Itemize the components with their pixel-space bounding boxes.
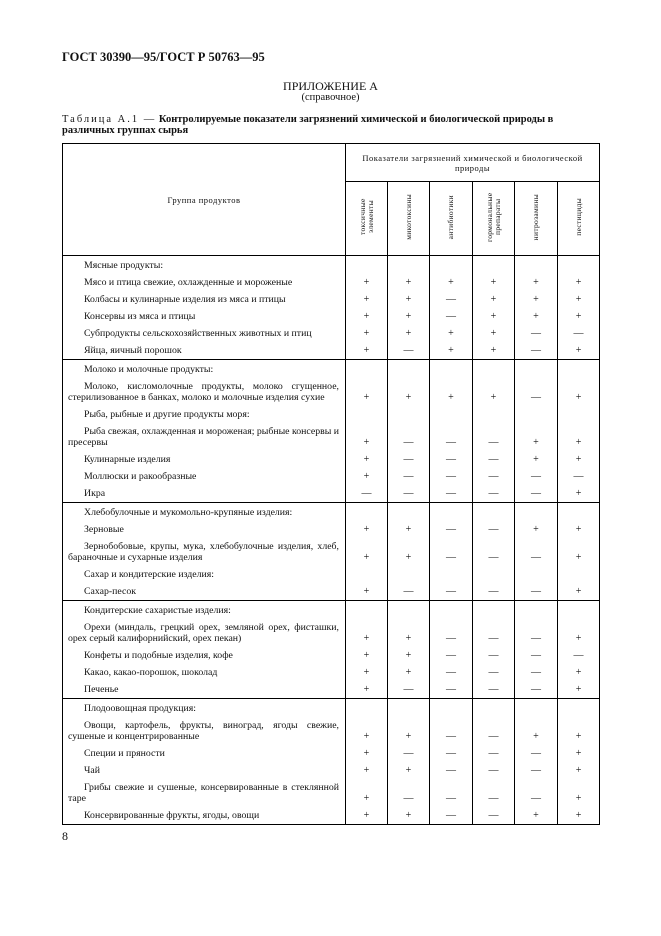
indicator-mark: —	[388, 583, 430, 601]
indicator-mark: +	[473, 274, 515, 291]
indicator-mark	[515, 601, 558, 620]
indicator-mark: —	[430, 779, 473, 807]
table-row	[63, 360, 600, 379]
indicator-mark	[515, 256, 558, 275]
table-caption	[62, 114, 600, 136]
product-group-name: Хлебобулочные и мукомольно-крупяные изделия:	[63, 503, 346, 522]
indicator-mark: —	[430, 485, 473, 503]
indicator-mark: +	[388, 378, 430, 406]
indicator-mark: —	[515, 779, 558, 807]
product-group-name: Мясо и птица свежие, охлажденные и мороженые	[63, 274, 346, 291]
indicator-column-header	[473, 182, 515, 256]
indicator-mark: +	[515, 274, 558, 291]
indicator-mark: —	[388, 468, 430, 485]
indicator-mark	[558, 406, 600, 423]
indicator-mark	[558, 256, 600, 275]
indicator-mark: +	[388, 762, 430, 779]
indicator-mark	[346, 699, 388, 718]
indicator-mark: +	[558, 342, 600, 360]
indicator-mark	[558, 601, 600, 620]
appendix-subtitle: (справочное)	[301, 92, 360, 103]
indicator-mark: —	[388, 681, 430, 699]
indicator-mark	[346, 406, 388, 423]
indicator-mark: —	[388, 485, 430, 503]
indicator-mark: +	[346, 423, 388, 451]
indicator-mark: +	[346, 779, 388, 807]
indicator-mark: +	[558, 538, 600, 566]
product-group-name: Сахар-песок	[63, 583, 346, 601]
indicator-mark: +	[346, 745, 388, 762]
indicator-mark	[515, 566, 558, 583]
product-group-name: Зерновые	[63, 521, 346, 538]
table-row	[63, 256, 600, 275]
indicator-mark	[346, 256, 388, 275]
indicator-mark: —	[430, 681, 473, 699]
indicator-mark: —	[388, 451, 430, 468]
indicator-mark: +	[346, 521, 388, 538]
indicator-mark: +	[515, 423, 558, 451]
indicator-mark: +	[388, 647, 430, 664]
product-group-name: Яйца, яичный порошок	[63, 342, 346, 360]
indicator-mark: +	[346, 619, 388, 647]
indicator-mark: —	[346, 485, 388, 503]
indicator-mark: +	[346, 451, 388, 468]
indicator-mark: —	[515, 647, 558, 664]
table-caption-text: Контролируемые показатели загрязнений химической и биологической природы в различных группах сырья	[62, 114, 554, 136]
indicator-mark: —	[430, 807, 473, 825]
indicator-mark: +	[558, 762, 600, 779]
indicator-mark	[430, 503, 473, 522]
indicator-mark: +	[388, 807, 430, 825]
indicator-mark: —	[515, 538, 558, 566]
indicator-mark	[430, 360, 473, 379]
indicator-mark: —	[515, 681, 558, 699]
table-row	[63, 745, 600, 762]
indicator-mark: —	[388, 342, 430, 360]
product-group-name: Плодоовощная продукция:	[63, 699, 346, 718]
indicator-mark: +	[558, 717, 600, 745]
product-group-name: Консервы из мяса и птицы	[63, 308, 346, 325]
indicator-mark: —	[473, 485, 515, 503]
product-group-name: Печенье	[63, 681, 346, 699]
indicator-mark: +	[388, 308, 430, 325]
indicator-column-header	[515, 182, 558, 256]
indicator-mark: +	[346, 308, 388, 325]
indicator-mark: +	[558, 779, 600, 807]
indicator-mark	[430, 406, 473, 423]
indicator-mark: —	[473, 681, 515, 699]
indicator-column-header	[558, 182, 600, 256]
indicator-mark	[346, 566, 388, 583]
document-header: ГОСТ 30390—95/ГОСТ Р 50763—95	[62, 50, 265, 64]
table-row	[63, 762, 600, 779]
table-row	[63, 717, 600, 745]
indicator-mark: —	[430, 664, 473, 681]
indicator-mark: +	[558, 451, 600, 468]
indicator-mark: —	[473, 745, 515, 762]
indicator-mark: +	[558, 619, 600, 647]
indicator-mark: —	[515, 583, 558, 601]
indicator-mark: —	[473, 762, 515, 779]
indicator-mark: —	[388, 423, 430, 451]
product-group-name: Колбасы и кулинарные изделия из мяса и птицы	[63, 291, 346, 308]
indicator-mark: +	[430, 274, 473, 291]
indicator-mark: —	[515, 468, 558, 485]
indicator-mark: —	[430, 423, 473, 451]
indicator-mark: —	[515, 664, 558, 681]
product-group-name: Зернобобовые, крупы, мука, хлебобулочные изделия, хлеб, бараночные и сухарные изделия	[63, 538, 346, 566]
indicator-mark: —	[430, 717, 473, 745]
indicator-column-label: антибиотики	[446, 194, 455, 240]
table-row	[63, 291, 600, 308]
indicator-mark: —	[388, 779, 430, 807]
indicator-mark: +	[558, 745, 600, 762]
indicator-mark	[346, 503, 388, 522]
indicator-mark: —	[430, 762, 473, 779]
indicator-mark	[473, 566, 515, 583]
table-row	[63, 503, 600, 522]
indicator-mark	[515, 406, 558, 423]
indicator-mark: +	[558, 485, 600, 503]
table-row	[63, 274, 600, 291]
indicator-mark: +	[473, 378, 515, 406]
group-column-header: Группа продуктов	[63, 144, 346, 256]
indicator-mark: +	[515, 717, 558, 745]
indicator-mark: —	[558, 647, 600, 664]
product-group-name: Чай	[63, 762, 346, 779]
indicator-mark: +	[558, 807, 600, 825]
indicator-mark: +	[388, 619, 430, 647]
indicator-mark	[515, 360, 558, 379]
indicator-mark: —	[515, 745, 558, 762]
table-row	[63, 308, 600, 325]
indicator-mark: —	[558, 325, 600, 342]
indicator-mark: +	[388, 664, 430, 681]
product-group-name: Специи и пряности	[63, 745, 346, 762]
indicator-mark: —	[473, 521, 515, 538]
table-row	[63, 451, 600, 468]
table-row	[63, 779, 600, 807]
indicator-mark: —	[473, 619, 515, 647]
indicator-mark: +	[558, 521, 600, 538]
indicator-mark: +	[346, 647, 388, 664]
indicator-mark: +	[346, 583, 388, 601]
indicator-mark: —	[515, 325, 558, 342]
table-row	[63, 699, 600, 718]
indicator-mark	[473, 699, 515, 718]
table-row	[63, 807, 600, 825]
table-row	[63, 566, 600, 583]
indicator-mark: +	[473, 291, 515, 308]
product-group-name: Субпродукты сельскохозяйственных животных и птиц	[63, 325, 346, 342]
table-row	[63, 647, 600, 664]
product-group-name: Овощи, картофель, фрукты, виноград, ягоды свежие, сушеные и концентрированные	[63, 717, 346, 745]
table-row	[63, 342, 600, 360]
table-row	[63, 664, 600, 681]
indicator-mark: —	[515, 485, 558, 503]
product-group-name: Рыба, рыбные и другие продукты моря:	[63, 406, 346, 423]
indicator-mark: +	[515, 807, 558, 825]
indicator-mark: —	[473, 468, 515, 485]
indicator-mark: +	[346, 378, 388, 406]
indicator-mark: —	[515, 342, 558, 360]
table-row	[63, 583, 600, 601]
indicator-mark	[473, 503, 515, 522]
indicator-mark	[388, 360, 430, 379]
indicator-mark: —	[515, 762, 558, 779]
product-group-name: Консервированные фрукты, ягоды, овощи	[63, 807, 346, 825]
indicator-mark	[430, 256, 473, 275]
indicator-mark: +	[346, 342, 388, 360]
appendix-title: ПРИЛОЖЕНИЕ А	[283, 79, 378, 93]
table-row	[63, 619, 600, 647]
indicator-mark: +	[430, 378, 473, 406]
indicator-column-label: токсичные элементы	[357, 198, 375, 236]
indicator-mark: —	[473, 779, 515, 807]
indicator-mark: —	[430, 468, 473, 485]
indicator-mark: +	[346, 762, 388, 779]
indicator-mark: +	[515, 451, 558, 468]
indicators-header: Показатели загрязнений химической и биологической природы	[346, 144, 600, 182]
indicator-mark: —	[473, 717, 515, 745]
table-row	[63, 681, 600, 699]
indicator-mark: +	[346, 807, 388, 825]
table-row	[63, 468, 600, 485]
indicator-mark	[473, 601, 515, 620]
indicator-mark: +	[515, 521, 558, 538]
indicator-mark: +	[473, 342, 515, 360]
indicator-mark: —	[388, 745, 430, 762]
indicator-column-header	[388, 182, 430, 256]
indicator-mark: +	[430, 342, 473, 360]
product-group-name: Кулинарные изделия	[63, 451, 346, 468]
indicator-mark: +	[346, 291, 388, 308]
indicator-mark	[473, 406, 515, 423]
indicator-mark	[388, 406, 430, 423]
indicator-mark: +	[388, 274, 430, 291]
indicator-mark: —	[515, 378, 558, 406]
indicator-mark: —	[430, 538, 473, 566]
table-row	[63, 423, 600, 451]
indicator-mark: —	[558, 468, 600, 485]
product-group-name: Рыба свежая, охлажденная и мороженая; рыбные консервы и пресервы	[63, 423, 346, 451]
indicator-mark: —	[473, 647, 515, 664]
product-group-name: Конфеты и подобные изделия, кофе	[63, 647, 346, 664]
product-group-name: Какао, какао-порошок, шоколад	[63, 664, 346, 681]
indicator-mark: —	[515, 619, 558, 647]
indicator-mark: +	[430, 325, 473, 342]
table-caption-prefix: Таблица А.1 —	[62, 114, 157, 125]
indicator-mark: —	[473, 583, 515, 601]
page-number: 8	[62, 829, 68, 843]
indicator-mark: +	[346, 664, 388, 681]
indicator-mark: —	[430, 308, 473, 325]
indicator-mark: +	[346, 274, 388, 291]
indicator-mark	[515, 699, 558, 718]
indicator-mark: —	[430, 583, 473, 601]
indicator-mark	[558, 503, 600, 522]
appendix-heading	[0, 80, 661, 104]
product-group-name: Грибы свежие и сушеные, консервированные в стеклянной таре	[63, 779, 346, 807]
indicator-mark: +	[473, 308, 515, 325]
indicator-mark: —	[430, 647, 473, 664]
indicator-mark: +	[558, 291, 600, 308]
indicator-mark: +	[473, 325, 515, 342]
indicator-mark	[430, 601, 473, 620]
indicator-mark	[430, 566, 473, 583]
indicator-mark	[473, 360, 515, 379]
indicator-mark: +	[346, 468, 388, 485]
indicator-mark	[388, 601, 430, 620]
indicator-mark: +	[388, 521, 430, 538]
indicator-mark: +	[558, 583, 600, 601]
indicator-mark: +	[346, 325, 388, 342]
indicator-mark	[473, 256, 515, 275]
indicator-mark	[558, 360, 600, 379]
indicator-column-header	[346, 182, 388, 256]
indicator-mark: +	[558, 664, 600, 681]
table-row	[63, 521, 600, 538]
indicator-mark: +	[515, 291, 558, 308]
product-group-name: Кондитерские сахаристые изделия:	[63, 601, 346, 620]
indicator-mark: +	[558, 308, 600, 325]
product-group-name: Моллюски и ракообразные	[63, 468, 346, 485]
indicator-mark	[558, 566, 600, 583]
indicator-mark: —	[430, 291, 473, 308]
indicator-mark	[346, 360, 388, 379]
indicator-mark: —	[473, 807, 515, 825]
indicator-mark: —	[430, 521, 473, 538]
indicator-mark: —	[430, 745, 473, 762]
indicator-mark: —	[473, 423, 515, 451]
product-group-name: Орехи (миндаль, грецкий орех, земляной орех, фисташки, орех серый калифорнийский, орех пекан)	[63, 619, 346, 647]
product-group-name: Молоко и молочные продукты:	[63, 360, 346, 379]
indicator-mark: +	[388, 291, 430, 308]
indicator-mark: +	[558, 274, 600, 291]
indicator-mark	[388, 256, 430, 275]
product-group-name: Молоко, кисломолочные продукты, молоко сгущенное, стерилизованное в банках, молоко и молочные изделия сухие	[63, 378, 346, 406]
table-row	[63, 485, 600, 503]
indicator-mark: +	[346, 538, 388, 566]
indicator-mark	[388, 503, 430, 522]
product-group-name: Мясные продукты:	[63, 256, 346, 275]
indicator-mark	[430, 699, 473, 718]
indicator-mark: +	[515, 308, 558, 325]
indicator-column-label: нитрозамины	[531, 193, 540, 241]
product-group-name: Сахар и кондитерские изделия:	[63, 566, 346, 583]
indicator-mark	[515, 503, 558, 522]
table-row	[63, 325, 600, 342]
indicator-mark: —	[473, 664, 515, 681]
indicator-mark: —	[430, 619, 473, 647]
indicator-mark: —	[473, 451, 515, 468]
indicator-mark: +	[558, 681, 600, 699]
indicator-column-label: пестициды	[573, 198, 583, 236]
indicator-mark: +	[558, 423, 600, 451]
table-row	[63, 538, 600, 566]
indicator-mark: +	[388, 325, 430, 342]
indicator-mark	[388, 699, 430, 718]
indicator-mark: —	[430, 451, 473, 468]
indicator-mark: +	[346, 681, 388, 699]
table-row	[63, 601, 600, 620]
indicator-mark: +	[346, 717, 388, 745]
indicator-mark	[388, 566, 430, 583]
indicator-column-label: гормональные препараты	[484, 192, 502, 242]
indicator-mark	[558, 699, 600, 718]
indicator-mark: —	[473, 538, 515, 566]
indicator-mark: +	[388, 717, 430, 745]
indicator-column-label: микотоксины	[403, 194, 413, 240]
table-row	[63, 378, 600, 406]
indicator-mark: +	[388, 538, 430, 566]
indicator-mark: +	[558, 378, 600, 406]
indicator-column-header	[430, 182, 473, 256]
table-row	[63, 406, 600, 423]
product-group-name: Икра	[63, 485, 346, 503]
contaminants-table	[62, 143, 600, 825]
indicator-mark	[346, 601, 388, 620]
